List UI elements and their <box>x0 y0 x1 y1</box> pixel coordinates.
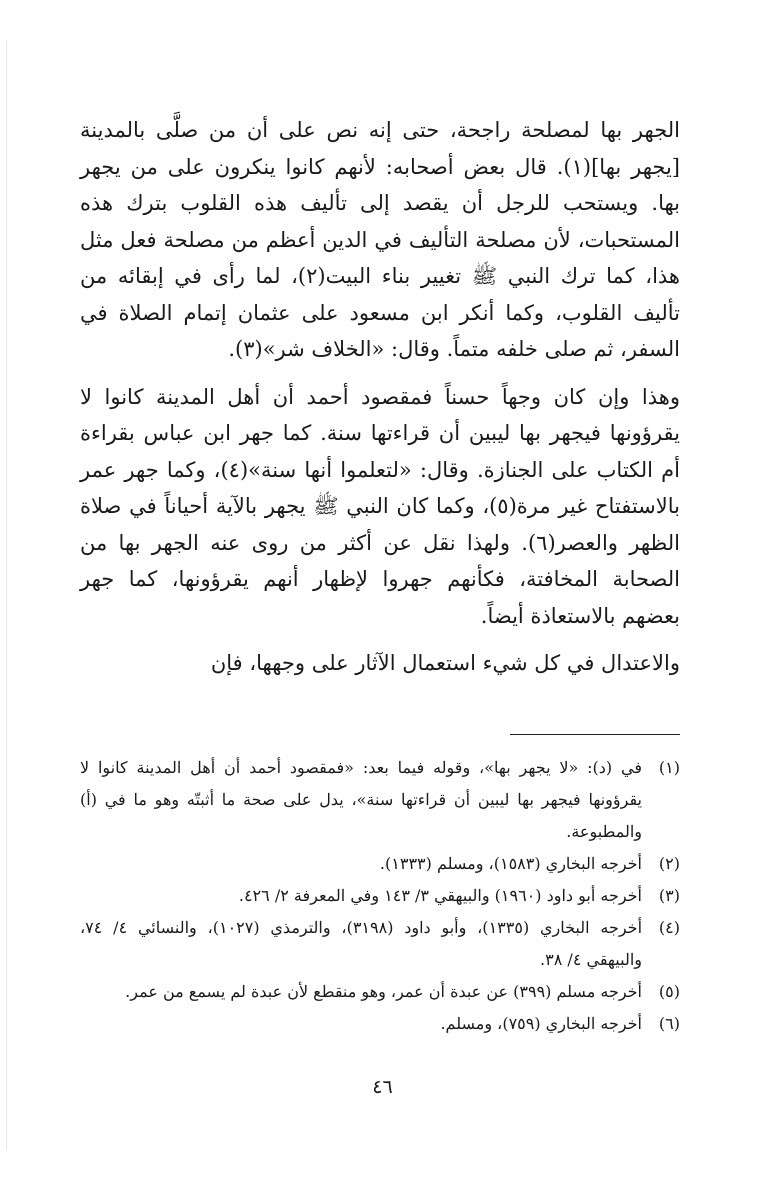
paragraph-3: والاعتدال في كل شيء استعمال الآثار على وجهها، فإن <box>210 651 680 675</box>
footnote-text: أخرجه البخاري (١٥٨٣)، ومسلم (١٣٣٣). <box>379 854 642 873</box>
footnote-number: (٢) <box>658 854 680 873</box>
footnote-4 <box>80 912 680 976</box>
page-edge-line <box>6 40 7 1150</box>
footnote-5 <box>80 976 680 1008</box>
page-number: ٤٦ <box>372 1076 393 1098</box>
footnote-6 <box>80 1008 680 1040</box>
footnote-text: في (د): «لا يجهر بها»، وقوله فيما بعد: «فمقصود أحمد أن أهل المدينة كانوا لا يقرؤونها فيجهر بها ليبين أن قراءتها سنة»، يدل على صحة ما أثبتّه وهو ما في (أ) والمطبوعة. <box>80 758 643 841</box>
footnote-number: (٤) <box>658 918 680 937</box>
footnote-number: (٥) <box>658 982 680 1001</box>
main-text <box>80 112 680 682</box>
footnote-number: (١) <box>658 758 680 777</box>
footnote-number: (٣) <box>658 886 680 905</box>
footnote-separator <box>510 734 680 735</box>
footnote-1 <box>80 752 680 848</box>
footnote-text: أخرجه أبو داود (١٩٦٠) والبيهقي ٣/ ١٤٣ وفي المعرفة ٢/ ٤٢٦. <box>238 886 642 905</box>
footnote-number: (٦) <box>658 1014 680 1033</box>
footnote-3 <box>80 880 680 912</box>
footnote-text: أخرجه البخاري (١٣٣٥)، وأبو داود (٣١٩٨)، والترمذي (١٠٢٧)، والنسائي ٤/ ٧٤، والبيهقي ٤/ ٣٨. <box>80 918 643 969</box>
footnotes <box>80 752 680 1040</box>
paragraph-2: وهذا وإن كان وجهاً حسناً فمقصود أحمد أن أهل المدينة كانوا لا يقرؤونها فيجهر بها ليبين أن قراءتها سنة. كما جهر ابن عباس بقراءة أم الكتاب على الجنازة. وقال: «لتعلموا أنها سنة»(٤)، وكما جهر عمر بالاستفتاح غير مرة(٥)، وكما كان النبي ﷺ يجهر بالآية أحياناً في صلاة الظهر والعصر(٦). ولهذا نقل عن أكثر من روى عنه الجهر بها من الصحابة المخافتة، فكأنهم جهروا لإظهار أنهم يقرؤونها، كما جهر بعضهم بالاستعاذة أيضاً. <box>80 384 680 628</box>
footnote-text: أخرجه مسلم (٣٩٩) عن عبدة أن عمر، وهو منقطع لأن عبدة لم يسمع من عمر. <box>125 982 642 1001</box>
footnote-text: أخرجه البخاري (٧٥٩)، ومسلم. <box>440 1014 642 1033</box>
paragraph-1: الجهر بها لمصلحة راجحة، حتى إنه نص على أن من صلَّى بالمدينة [يجهر بها](١). قال بعض أصحابه: لأنهم كانوا ينكرون على من يجهر بها. ويستحب للرجل أن يقصد إلى تأليف هذه القلوب بترك هذه المستحبات، لأن مصلحة التأليف في الدين أعظم من مصلحة فعل مثل هذا، كما ترك النبي ﷺ تغيير بناء البيت(٢)، لما رأى في إبقائه من تأليف القلوب، وكما أنكر ابن مسعود على عثمان إتمام الصلاة في السفر، ثم صلى خلفه متماً. وقال: «الخلاف شر»(٣). <box>80 118 681 361</box>
footnote-2 <box>80 848 680 880</box>
